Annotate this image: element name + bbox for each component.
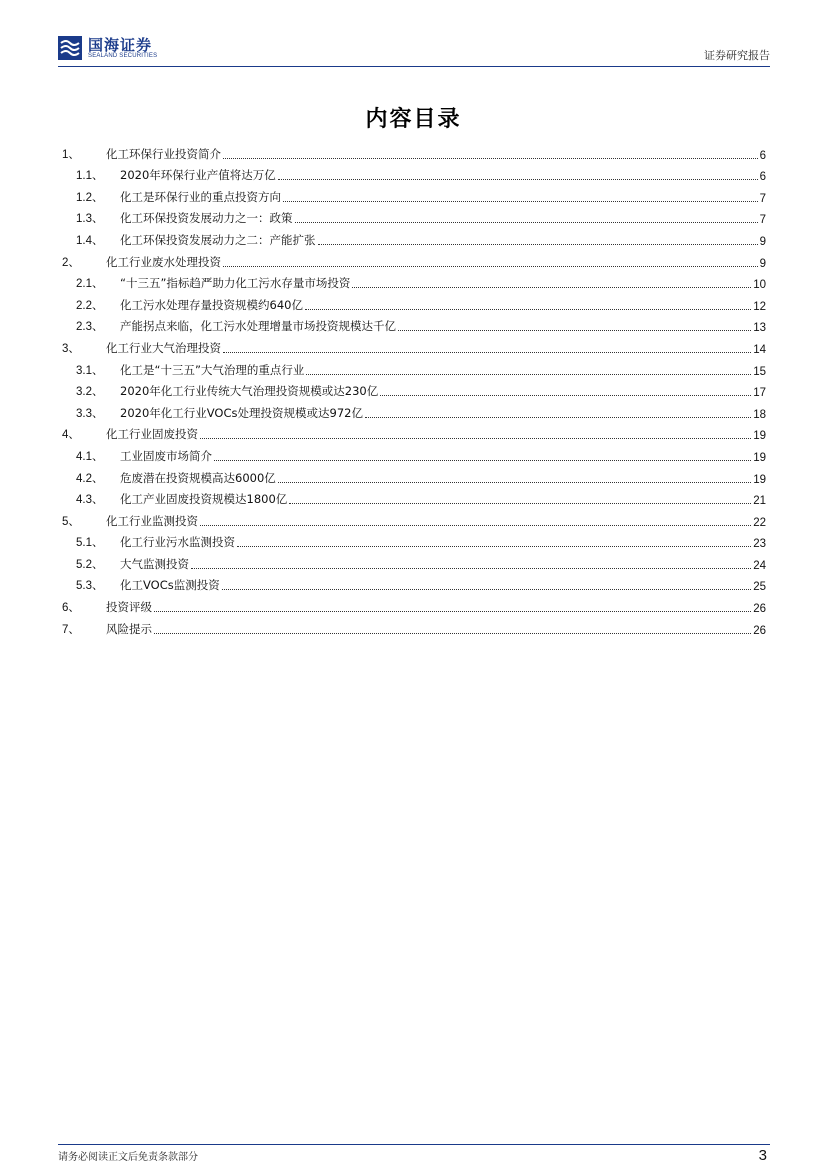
toc-entry-page: 19 (753, 473, 766, 486)
toc-entry-page: 23 (753, 538, 766, 551)
toc-entry-title: 工业固废市场简介 (120, 448, 212, 463)
toc-dot-leader (289, 503, 751, 504)
toc-entry[interactable] (62, 356, 766, 378)
toc-entry-number: 4.3、 (76, 494, 104, 507)
toc-entry[interactable] (62, 593, 766, 615)
brand-name: 国海证券 (88, 36, 153, 54)
toc-entry[interactable] (62, 162, 766, 184)
toc-dot-leader (295, 222, 758, 223)
toc-entry-page: 17 (753, 387, 766, 400)
toc-entry-title: 化工产业固废投资规模达1800亿 (120, 492, 288, 507)
toc-entry-page: 7 (759, 192, 766, 205)
toc-entry-title: 危废潜在投资规模高达6000亿 (120, 470, 276, 485)
toc-entry-page: 25 (753, 581, 766, 594)
toc-entry-title: 投资评级 (106, 600, 152, 615)
toc-dot-leader (154, 633, 751, 634)
toc-entry[interactable] (62, 529, 766, 551)
toc-entry-title: 化工行业废水处理投资 (106, 254, 221, 269)
toc-entry-title: 化工VOCs监测投资 (120, 578, 220, 593)
toc-entry-title: 化工环保行业投资简介 (106, 146, 221, 161)
toc-entry-number: 3.3、 (76, 407, 104, 420)
toc-entry-title: 化工行业大气治理投资 (106, 340, 221, 355)
footer-disclaimer: 请务必阅读正文后免责条款部分 (58, 1152, 198, 1163)
toc-entry[interactable] (62, 399, 766, 421)
toc-entry-number: 5.3、 (76, 580, 104, 593)
toc-entry-title: 化工环保投资发展动力之二：产能扩张 (120, 232, 316, 247)
toc-entry-number: 5.1、 (76, 537, 104, 550)
toc-entry[interactable] (62, 442, 766, 464)
brand-name-english: SEALAND SECURITIES (88, 53, 158, 59)
toc-entry-title: 化工行业固废投资 (106, 427, 198, 442)
toc-dot-leader (214, 460, 751, 461)
toc-entry[interactable] (62, 183, 766, 205)
toc-dot-leader (191, 568, 751, 569)
toc-dot-leader (223, 352, 751, 353)
toc-entry[interactable] (62, 270, 766, 292)
toc-dot-leader (222, 589, 751, 590)
toc-dot-leader (278, 179, 758, 180)
toc-dot-leader (380, 395, 751, 396)
toc-entry[interactable] (62, 507, 766, 529)
table-of-contents (62, 140, 766, 637)
toc-entry-page: 6 (759, 171, 766, 184)
toc-entry-number: 3、 (62, 342, 80, 355)
toc-entry-title: 化工是环保行业的重点投资方向 (120, 189, 281, 204)
toc-entry-title: “十三五”指标趋严助力化工污水存量市场投资 (120, 276, 351, 291)
toc-entry-page: 26 (753, 624, 766, 637)
toc-entry-number: 7、 (62, 623, 80, 636)
toc-entry-page: 19 (753, 451, 766, 464)
toc-entry-page: 9 (759, 235, 766, 248)
toc-entry-title: 风险提示 (106, 621, 152, 636)
toc-entry-title: 化工污水处理存量投资规模约640亿 (120, 297, 303, 312)
toc-dot-leader (306, 374, 751, 375)
toc-entry-page: 14 (753, 343, 766, 356)
toc-heading: 内容目录 (365, 107, 462, 132)
toc-entry-page: 18 (753, 408, 766, 421)
toc-dot-leader (398, 330, 751, 331)
toc-entry-page: 12 (753, 300, 766, 313)
toc-dot-leader (352, 287, 751, 288)
toc-entry-number: 4、 (62, 429, 80, 442)
toc-entry-number: 2.1、 (76, 278, 104, 291)
toc-entry[interactable] (62, 140, 766, 162)
toc-entry-number: 2.3、 (76, 321, 104, 334)
toc-entry[interactable] (62, 226, 766, 248)
toc-entry-number: 1、 (62, 148, 80, 161)
toc-entry-number: 1.4、 (76, 234, 104, 247)
toc-dot-leader (305, 309, 751, 310)
toc-dot-leader (200, 438, 751, 439)
header-divider (58, 66, 770, 67)
toc-entry-title: 2020年化工行业VOCs处理投资规模或达972亿 (120, 405, 363, 420)
toc-entry[interactable] (62, 205, 766, 227)
toc-entry-title: 产能拐点来临，化工污水处理增量市场投资规模达千亿 (120, 319, 396, 334)
toc-entry-page: 10 (753, 279, 766, 292)
toc-entry-title: 化工环保投资发展动力之一：政策 (120, 211, 293, 226)
toc-entry-title: 大气监测投资 (120, 556, 189, 571)
toc-entry-number: 5.2、 (76, 558, 104, 571)
toc-entry-title: 2020年环保行业产值将达万亿 (120, 168, 276, 183)
toc-entry-title: 2020年化工行业传统大气治理投资规模或达230亿 (120, 384, 379, 399)
toc-dot-leader (223, 266, 758, 267)
toc-entry-page: 22 (753, 516, 766, 529)
page-number: 3 (758, 1147, 767, 1164)
footer-divider (58, 1144, 770, 1145)
toc-dot-leader (283, 201, 758, 202)
toc-entry-number: 1.2、 (76, 191, 104, 204)
toc-dot-leader (237, 546, 751, 547)
toc-entry[interactable] (62, 313, 766, 335)
toc-entry-page: 26 (753, 603, 766, 616)
toc-entry-title: 化工是“十三五”大气治理的重点行业 (120, 362, 305, 377)
sealand-logo-icon (58, 36, 82, 60)
toc-entry-number: 4.1、 (76, 450, 104, 463)
toc-entry-number: 3.2、 (76, 386, 104, 399)
toc-dot-leader (365, 417, 751, 418)
toc-entry-page: 9 (759, 257, 766, 270)
toc-entry-page: 21 (753, 495, 766, 508)
toc-entry-page: 6 (759, 149, 766, 162)
toc-entry-number: 3.1、 (76, 364, 104, 377)
toc-entry-number: 4.2、 (76, 472, 104, 485)
toc-entry-page: 19 (753, 430, 766, 443)
toc-entry-page: 13 (753, 322, 766, 335)
toc-dot-leader (154, 611, 751, 612)
toc-entry[interactable] (62, 248, 766, 270)
toc-entry-number: 6、 (62, 602, 80, 615)
toc-entry-number: 2.2、 (76, 299, 104, 312)
toc-entry[interactable] (62, 615, 766, 637)
toc-entry[interactable] (62, 291, 766, 313)
report-type-label: 证券研究报告 (704, 49, 770, 62)
toc-entry-number: 1.3、 (76, 213, 104, 226)
toc-dot-leader (223, 158, 758, 159)
toc-entry[interactable] (62, 550, 766, 572)
toc-entry-page: 15 (753, 365, 766, 378)
toc-entry-number: 5、 (62, 515, 80, 528)
toc-entry-page: 7 (759, 214, 766, 227)
toc-dot-leader (278, 482, 751, 483)
toc-entry[interactable] (62, 572, 766, 594)
toc-entry-title: 化工行业监测投资 (106, 513, 198, 528)
page-header (58, 30, 770, 66)
toc-entry[interactable] (62, 421, 766, 443)
toc-entry[interactable] (62, 334, 766, 356)
toc-entry-number: 1.1、 (76, 170, 104, 183)
toc-dot-leader (200, 525, 751, 526)
toc-entry-number: 2、 (62, 256, 80, 269)
toc-entry-page: 24 (753, 559, 766, 572)
toc-dot-leader (318, 244, 758, 245)
toc-entry-title: 化工行业污水监测投资 (120, 535, 235, 550)
toc-entry[interactable] (62, 464, 766, 486)
toc-entry[interactable] (62, 486, 766, 508)
toc-entry[interactable] (62, 378, 766, 400)
